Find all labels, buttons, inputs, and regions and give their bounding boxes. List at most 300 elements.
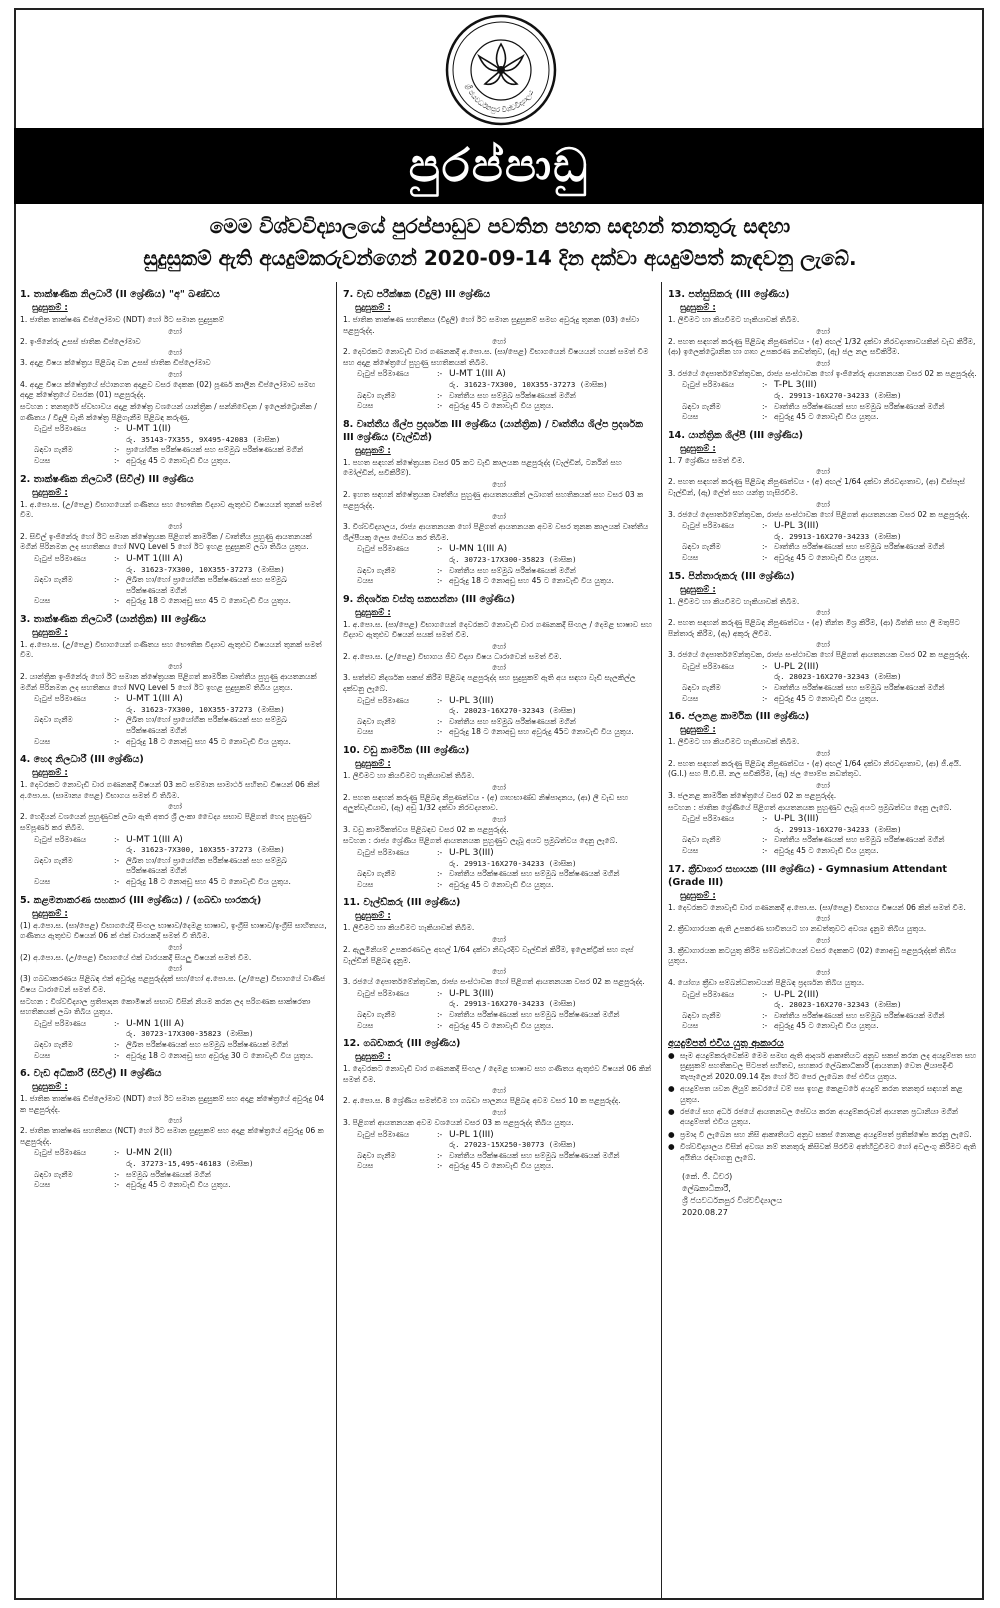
qualification-text: 1. ජාතික තාක්ෂණ ඩිප්ලෝමාව (NDT) හෝ ඊට සමාන සුදුසුකම් සහ අදාළ ක්ෂේත්‍රයේ අවුරුදු 04 ක පළපුරුද්ද. xyxy=(20,1094,325,1114)
salary-code-row xyxy=(343,369,655,380)
salary-scale-row xyxy=(343,555,655,566)
separator xyxy=(114,845,126,856)
or-separator: හෝ xyxy=(816,499,830,509)
qualifications-label: සුදුසුකම් : xyxy=(355,303,391,313)
salary-scale: රු. 28023-16X270-32343 (මාසික) xyxy=(774,672,902,682)
vacancy-section xyxy=(343,288,655,412)
separator: :- xyxy=(114,1050,120,1060)
age-limit: අවුරුදු 45 ට නොවැඩි විය යුතුය. xyxy=(774,552,879,562)
vacancy-title: 15. පින්තාරුකරු (III ශ්‍රේණිය) xyxy=(668,570,795,582)
salary-scale-spacer xyxy=(682,532,762,543)
or-separator: හෝ xyxy=(168,942,182,952)
salary-code-label: වැටුප් පරිමාණය xyxy=(357,848,410,857)
recruitment-row xyxy=(20,715,330,736)
salary-code-label: වැටුප් පරිමාණය xyxy=(357,1129,410,1139)
recruitment-label: බඳවා ගැනීම xyxy=(682,683,721,693)
or-separator: හෝ xyxy=(168,802,182,812)
bullet-icon: ● xyxy=(668,1142,675,1152)
age-row xyxy=(20,737,330,748)
separator: :- xyxy=(437,565,443,575)
qualification-text: 2. ඉහත සඳහන් ක්ෂේත්‍රයක වෘත්තීය පුහුණු ආයතනයකින් ලබාගත් සහතිකයක් සහ වසර 03 ක පළපුරුද්ද. xyxy=(343,489,644,510)
salary-code: U-MT 1(III A) xyxy=(126,693,183,705)
salary-code: U-MN 2(II) xyxy=(126,1147,173,1159)
separator: :- xyxy=(114,694,120,704)
qualification-text: 2. පහත සඳහන් කරුණු පිළිබඳ නිපුණත්වය - (අ) ගෘහභාණ්ඩ නිෂ්පාදනය, (ආ) ලී වැඩ සහ අලුත්වැඩියාව, (ඇ) අඩු 1/32 දක්වා නිරවද්‍යතාව. xyxy=(343,792,629,813)
instruction-item xyxy=(668,1107,978,1128)
qualification-text: 3. සත්ත්ව නිදර්ශක සකස් කිරීම පිළිබඳ පළපුරුද්ද සහ සුදුසුකම් ඇති අය සඳහා වැඩි සැලකිල්ල දක්වනු ලැබේ. xyxy=(343,673,636,694)
salary-scale: රු. 29913-16X270-34233 (මාසික) xyxy=(449,999,577,1009)
age-row xyxy=(343,401,655,412)
qualifications-label: සුදුසුකම් : xyxy=(680,890,716,901)
age-limit: අවුරුදු 45 ට නොවැඩි විය යුතුය. xyxy=(449,1020,554,1030)
salary-scale: රු. 29913-16X270-34233 (මාසික) xyxy=(774,390,902,400)
separator xyxy=(437,380,449,391)
qualification-item xyxy=(343,793,655,814)
column-2 xyxy=(336,282,661,1600)
separator: :- xyxy=(762,542,768,552)
separator: :- xyxy=(437,1009,443,1019)
qualification-item xyxy=(668,337,978,358)
qualification-item xyxy=(668,737,978,748)
separator: :- xyxy=(762,521,768,531)
recruitment-label: බඳවා ගැනීම xyxy=(357,716,396,726)
instruction-text: රජයේ සහ අර්ධ රජයේ ආයතනවල සේවය කරන අයදුම්කරුවන් ආයතන ප්‍රධානියා මගින් අයදුම්පත් එවිය යුතුය. xyxy=(680,1106,959,1127)
salary-code: U-MT 1(III A) xyxy=(449,368,506,380)
qualifications-label: සුදුසුකම් : xyxy=(355,759,391,770)
qualification-text: 1. 7 ශ්‍රේණිය සමත් වීම. xyxy=(668,455,745,465)
salary-scale: රු. 31623-7X300, 10X355-37273 (මාසික) xyxy=(126,704,285,714)
salary-code: U-MN 1(III A) xyxy=(126,1017,185,1029)
salary-code-row xyxy=(20,694,330,705)
or-separator: හෝ xyxy=(492,814,506,824)
age-label: වයස xyxy=(357,1020,374,1030)
age-row xyxy=(668,846,978,857)
separator: :- xyxy=(114,876,120,886)
salary-scale-spacer xyxy=(682,672,762,683)
recruitment-label: බඳවා ගැනීම xyxy=(357,565,396,575)
qualifications-label: සුදුසුකම් : xyxy=(680,725,716,736)
qualification-item xyxy=(668,903,978,914)
separator: :- xyxy=(437,879,443,889)
qualifications-label: සුදුසුකම් : xyxy=(355,445,391,456)
vacancy-title: 2. තාක්ෂණික නිලධාරී (සිවිල්) III ශ්‍රේණිය xyxy=(20,473,194,485)
age-row xyxy=(20,1051,330,1062)
qualifications-label: සුදුසුකම් : xyxy=(680,443,716,454)
salary-code-label: වැටුප් පරිමාණය xyxy=(682,380,735,390)
salary-code-label: වැටුප් පරිමාණය xyxy=(34,834,87,844)
qualification-text: 3. අදාළ විෂය ක්ෂේත්‍රය පිළිබඳ වන උසස් ජාතික ඩිප්ලෝමාව xyxy=(20,358,211,368)
separator: :- xyxy=(437,727,443,737)
salary-scale-row xyxy=(20,705,330,716)
qualifications-label: සුදුසුකම් : xyxy=(355,607,391,618)
or-separator: හෝ xyxy=(816,748,830,758)
qualification-item xyxy=(668,315,978,326)
separator xyxy=(762,825,774,836)
qualification-item xyxy=(668,597,978,608)
qualification-text: 3. රජයේ දෙපාර්තමේන්තුවක, රාජ්‍ය සංස්ථාවක හෝ ඉංජිනේරු ආයතනයක වසර 02 ක පළපුරුද්ද. xyxy=(668,368,977,378)
age-row xyxy=(343,1021,655,1032)
qualification-item xyxy=(343,977,655,988)
recruitment-row xyxy=(343,869,655,880)
or-separator: හෝ xyxy=(168,521,182,531)
age-label: වයස xyxy=(34,455,51,465)
separator: :- xyxy=(762,552,768,562)
qualification-text: 1. අ.පො.ස. (උ/පෙළ) විභාගයෙන් ගණිතය සහ භෞතික විද්‍යාව ඇතුළුව විෂයයන් තුනක් සමත් වීම. xyxy=(20,499,322,520)
section-note: සටහන : විශ්වවිද්‍යාල ප්‍රතිපාදන කොමිෂන් සභාව විසින් නියම කරන ලද පරිගණක සාක්ෂරතා සහතිකයක් ලබා තිබිය යුතුය. xyxy=(20,996,311,1017)
signatory-org: ශ්‍රී ජයවර්ධනපුර විශ්වවිද්‍යාලය xyxy=(682,1196,783,1205)
recruitment-method: වෘත්තීය පරීක්ෂණයක් සහ සම්මුඛ පරීක්ෂණයක් මගින් xyxy=(774,683,945,693)
vacancy-section xyxy=(668,863,978,1032)
qualification-text: 1. පහත සඳහන් ක්ෂේත්‍රයක වසර 05 කට වැඩි කාලයක පළපුරුද්ද (වෑල්ඩින්, ටර්නින් සහ මෝල්ඩින්, සවිකිරීම්). xyxy=(343,457,622,478)
qualification-text: 2. අ.පො.ස. 8 ශ්‍රේණිය සමත්වීම හා ගබඩා පාලනය පිළිබඳ අවම වසර 10 ක පළපුරුද්ද. xyxy=(343,1096,621,1106)
salary-scale-row xyxy=(668,1000,978,1011)
qualification-item xyxy=(668,369,978,380)
separator: :- xyxy=(437,869,443,879)
separator: :- xyxy=(762,1010,768,1020)
age-limit: අවුරුදු 18 ට නොඅඩු සහ 45 ට නොවැඩි විය යුතුය. xyxy=(449,576,614,586)
separator: :- xyxy=(437,988,443,998)
general-instructions xyxy=(668,1051,978,1163)
vacancy-title: 3. තාක්ෂණික නිලධාරී (යාන්ත්‍රික) III ශ්‍රේණිය xyxy=(20,613,206,625)
instruction-item xyxy=(668,1142,978,1163)
salary-code: U-PL 3(III) xyxy=(449,694,494,706)
separator xyxy=(437,1140,449,1151)
qualification-text: 3. පිළිගත් ආයතනයක අවම වශයෙන් වසර 03 ක පළපුරුද්ද තිබිය යුතුය. xyxy=(343,1117,574,1127)
separator: :- xyxy=(762,835,768,845)
separator xyxy=(114,705,126,716)
separator: :- xyxy=(437,1020,443,1030)
salary-scale: රු. 31623-7X300, 10X355-37273 (මාසික) xyxy=(126,845,285,855)
vacancy-title: 1. තාක්ෂණික නිලධාරී (II ශ්‍රේණිය) "අ" ඛණ්ඩය xyxy=(20,289,220,300)
qualification-text: 3. රජයේ දෙපාර්තමේන්තුවක, රාජ්‍ය සංස්ථාවක හෝ පිළිගත් ආයතනයක වසර 02 ක පළපුරුද්ද. xyxy=(668,650,970,660)
recruitment-label: බඳවා ගැනීම xyxy=(34,445,73,455)
qualification-text: (1) අ.පො.ස. (සා/පෙළ) විභාගයේදී සිංහල භාෂාව/දෙමළ භාෂාව, ඉංග්‍රීසි භාෂාව/ඉංග්‍රීසි සාහිත්‍යය, ගණිතය ඇතුළුව විෂයන් 06 ක් එක් වාරයකදී සමත් වී තිබීම. xyxy=(20,920,327,941)
separator: :- xyxy=(114,596,120,606)
salary-scale-row xyxy=(343,859,655,870)
age-label: වයස xyxy=(34,1050,51,1060)
vacancy-title: 9. නිදර්ශක වස්තු සකසන්නා (III ශ්‍රේණිය) xyxy=(343,593,515,605)
section-note: සටහන : ජාතික ශ්‍රේණියේ පිළිගත් ආයතනයක පුහුණුව ලැබූ අයට ප්‍රමුඛත්වය දෙනු ලැබේ. xyxy=(668,802,952,812)
qualification-item xyxy=(343,923,655,934)
salary-scale: රු. 35143-7X355, 9X495-42083 (මාසික) xyxy=(126,434,281,444)
qualification-item xyxy=(668,477,978,498)
or-separator: හෝ xyxy=(816,781,830,791)
recruitment-method: වෘත්තීය පරීක්ෂණයක් සහ සම්මුඛ පරීක්ෂණයක් මගින් xyxy=(449,1150,620,1160)
qualification-text: 3. ජලනළ කාර්මික ක්ෂේත්‍රයේ වසර 02 ක පළපුරුද්ද. xyxy=(668,791,837,801)
salary-code-label: වැටුප් පරිමාණය xyxy=(34,1148,87,1158)
separator: :- xyxy=(114,553,120,563)
qualification-text: 1. දෙවරකට නොවැඩි වාර ගණනකදී විෂයන් 03 කට සම්මාන සාමාර්ථ සහිතව විෂයන් 06 කින් අ.පො.ස. (සාමාන්‍ය පෙළ) විභාගය සමත් වී තිබීම. xyxy=(20,780,320,800)
vacancy-title: 12. ගබඩාකරු (III ශ්‍රේණිය) xyxy=(343,1038,461,1050)
university-seal xyxy=(445,14,557,126)
qualification-item xyxy=(20,1126,330,1147)
salary-code-label: වැටුප් පරිමාණය xyxy=(357,695,410,705)
bullet-icon: ● xyxy=(668,1050,675,1060)
salary-scale-spacer xyxy=(357,859,437,870)
age-label: වයස xyxy=(34,1180,51,1190)
qualification-item xyxy=(20,358,330,369)
salary-scale: රු. 27023-15X250-30773 (මාසික) xyxy=(449,1140,577,1150)
qualification-text: 2. පහත සඳහන් කරුණු පිළිබඳ නිපුණත්වය - (අ) අඟල් 1/64 දක්වා නිරවද්‍යතාව, (ආ) ඩිස්පෑස් වෑල්ඩින්, (ඇ) ලේත් සහ යන්ත්‍ර හැසිරවීම. xyxy=(668,477,965,497)
qualification-item xyxy=(668,924,978,935)
separator: :- xyxy=(437,1161,443,1171)
qualification-item xyxy=(20,640,330,661)
qualification-text: 2. ජාතික තාක්ෂණ සහතිකය (NCT) හෝ ඊට සමාන සුදුසුකම් සහ අදාළ ක්ෂේත්‍රයේ අවුරුදු 06 ක පළපුරුද්ද. xyxy=(20,1126,324,1146)
or-separator: හෝ xyxy=(492,782,506,792)
qualification-item xyxy=(343,1118,655,1129)
salary-scale-spacer xyxy=(357,555,437,566)
qualification-text: 2. අ.පො.ස. (උ/පෙළ) විභාගය ජීව විද්‍යා විෂය ධාරාවෙන් සමත් වීම. xyxy=(343,651,562,661)
qualification-item xyxy=(20,953,330,964)
qualifications-label: සුදුසුකම් : xyxy=(32,487,68,498)
salary-code: U-MT 1(II) xyxy=(126,423,171,435)
salary-code-row xyxy=(343,848,655,859)
salary-scale-row xyxy=(668,391,978,402)
recruitment-method: වෘත්තීය පරීක්ෂණයක් සහ සම්මුඛ පරීක්ෂණයක් මගින් xyxy=(774,835,945,845)
or-separator: හෝ xyxy=(492,663,506,673)
age-row xyxy=(668,412,978,423)
intro-text xyxy=(20,210,980,274)
age-label: වයස xyxy=(682,412,699,422)
qualification-item xyxy=(343,490,655,511)
qualification-text: (2) අ.පො.ස. (උ/පෙළ) විභාගයේ එක් වාරයකදී සියලු විෂයන් සමත් වීම. xyxy=(20,952,252,962)
qualification-item xyxy=(343,347,655,368)
age-limit: අවුරුදු 45 ට නොවැඩි විය යුතුය. xyxy=(774,1021,879,1031)
recruitment-method: වෘත්තීය පරීක්ෂණයක් සහ සම්මුඛ පරීක්ෂණයක් මගින් xyxy=(774,1010,945,1020)
salary-code: U-PL 2(III) xyxy=(774,660,819,672)
age-limit: අවුරුදු 45 ට නොවැඩි විය යුතුය. xyxy=(449,401,554,411)
qualification-text: 2. ක්‍රීඩාගාරයක ඇති උපකරණ භාවිතයට හා නඩත්තුවට අවශ්‍ය දැනුම තිබිය යුතුය. xyxy=(668,924,927,934)
salary-code-row xyxy=(668,814,978,825)
intro-line-1: මෙම විශ්වවිද්‍යාලයේ පුරප්පාඩුව පවතින පහත සඳහන් තනතුරු සඳහා xyxy=(209,214,791,238)
separator: :- xyxy=(437,1150,443,1160)
recruitment-row xyxy=(343,566,655,577)
qualification-text: 1. ලිවීමට හා කියවීමට හැකියාවක් තිබීම. xyxy=(668,596,800,606)
recruitment-method: ලිඛිත පරීක්ෂණයක් සහ සම්මුඛ පරීක්ෂණයක් මගින් xyxy=(126,1039,289,1049)
bullet-icon: ● xyxy=(668,1129,675,1139)
salary-scale: රු. 30723-17X300-35823 (මාසික) xyxy=(126,1029,254,1039)
qualification-text: 3. විශ්වවිද්‍යාලය, රාජ්‍ය ආයතනයක හෝ පිළිගත් ආයතනයක අවම වසර තුනක කාලයක් වෘත්තීය ශිල්පීයකු ලෙස සේවය කර තිබීම. xyxy=(343,522,649,542)
salary-scale-spacer xyxy=(357,706,437,717)
general-instructions-title: අයදුම්පත් එවිය යුතු ආකාරය xyxy=(668,1037,784,1049)
salary-code-label: වැටුප් පරිමාණය xyxy=(34,694,87,704)
recruitment-method: වෘත්තීය සහ සම්මුඛ පරීක්ෂණයක් මගින් xyxy=(449,716,576,726)
salary-code: U-MT 1(III A) xyxy=(126,552,183,564)
salary-scale-row xyxy=(343,999,655,1010)
recruitment-method: සම්මුඛ පරීක්ෂණයක් මගින් xyxy=(126,1169,211,1179)
vacancy-section xyxy=(343,418,655,587)
qualification-item xyxy=(343,673,655,694)
recruitment-row xyxy=(668,683,978,694)
qualification-text: 1. ලිවීමට හා කියවීමට හැකියාවක් තිබීම. xyxy=(668,737,800,747)
recruitment-label: බඳවා ගැනීම xyxy=(357,869,396,879)
age-row xyxy=(668,553,978,564)
salary-code: U-PL 3(III) xyxy=(774,520,819,532)
qualification-text: (3) ගබඩාකරණය පිළිබඳ එක් අවුරුදු පළපුරුද්දක් සහ/හෝ අ.පො.ස. (උ/පෙළ) විභාගයේ වාණිජ විෂය ධාරාවෙන් සමත් වීම. xyxy=(20,974,326,994)
or-separator: හෝ xyxy=(492,479,506,489)
qualification-item xyxy=(343,771,655,782)
recruitment-row xyxy=(343,1010,655,1021)
separator: :- xyxy=(437,544,443,554)
qualification-text: 1. ලිවීමට හා කියවීමට හැකියාවක් තිබීම. xyxy=(343,923,475,933)
bullet-icon: ● xyxy=(668,1106,675,1116)
or-separator: හෝ xyxy=(492,641,506,651)
salary-code: T-PL 3(III) xyxy=(774,379,817,391)
qualification-text: 2. හෙදියන් වශයෙන් පුහුණුවක් ලබා ඇති අතර ශ්‍රී ලංකා වෛද්‍ය සභාව පිළිගත් හෙද පුහුණුව සම්පූර්ණ කර තිබීම. xyxy=(20,812,312,832)
qualifications-label: සුදුසුකම් : xyxy=(355,1052,391,1063)
intro-line-2: සුදුසුකම් ඇති අයදුම්කරුවන්ගෙන් 2020-09-14 දින දක්වා අයදුම්පත් කැඳවනු ලැබේ. xyxy=(143,246,857,270)
age-row xyxy=(668,1021,978,1032)
recruitment-label: බඳවා ගැනීම xyxy=(357,1150,396,1160)
salary-scale-row xyxy=(343,1140,655,1151)
age-label: වයස xyxy=(682,552,699,562)
vacancy-section xyxy=(668,570,978,705)
salary-code: U-PL 3(III) xyxy=(449,987,494,999)
age-row xyxy=(343,1161,655,1172)
separator: :- xyxy=(114,575,120,585)
or-separator: හෝ xyxy=(168,662,182,672)
salary-scale-row xyxy=(668,532,978,543)
salary-scale: රු. 29913-16X270-34233 (මාසික) xyxy=(449,858,577,868)
qualification-item xyxy=(343,522,655,543)
salary-scale-row xyxy=(20,845,330,856)
qualification-item xyxy=(20,672,330,693)
vacancy-title: 7. වැඩ පරීක්ෂක (විදුලි) III ශ්‍රේණිය xyxy=(343,289,491,300)
qualification-item xyxy=(20,500,330,521)
recruitment-label: බඳවා ගැනීම xyxy=(682,542,721,552)
recruitment-method: වෘත්තීය පරීක්ෂණයක් සහ සම්මුඛ පරීක්ෂණයක් මගින් xyxy=(449,1009,620,1019)
vacancy-title: 13. පත්සුසිකරු (III ශ්‍රේණිය) xyxy=(668,289,790,300)
vacancy-section xyxy=(20,473,330,607)
or-separator: හෝ xyxy=(492,934,506,944)
recruitment-row xyxy=(20,856,330,877)
qualification-text: 2. යාන්ත්‍රික ඉංජිනේරු හෝ ඊට සමාන ක්ෂේත්‍රයක පිළිගත් කාර්මික වෘත්තීය පුහුණු ආයතනයක් මගින් පිරිනමන ලද සහතිකය හෝ NVQ Level 5 හෝ ඊට ඉහළ සුදුසුකම් තිබිය යුතුය. xyxy=(20,672,317,692)
separator: :- xyxy=(437,369,443,379)
separator: :- xyxy=(762,693,768,703)
separator xyxy=(437,555,449,566)
recruitment-label: බඳවා ගැනීම xyxy=(682,1010,721,1020)
age-row xyxy=(343,727,655,738)
or-separator: හෝ xyxy=(816,935,830,945)
salary-code-label: වැටුප් පරිමාණය xyxy=(682,661,735,671)
salary-scale-spacer xyxy=(34,705,114,716)
salary-scale-row xyxy=(343,380,655,391)
recruitment-row xyxy=(668,1011,978,1022)
instruction-text: විශ්වවිද්‍යාලය විසින් අවශ්‍ය නම් තනතුරු කිසිවක් පිරවීම අත්හිටුවීමට හෝ අවලංගු කිරීමට ඇති අයිතිය රඳවාගනු ලැබේ. xyxy=(680,1142,977,1162)
qualification-text: 3. රජයේ දෙපාර්තමේන්තුවක, රාජ්‍ය සංස්ථාවක හෝ පිළිගත් ආයතනයක වසර 02 ක පළපුරුද්ද. xyxy=(668,509,970,519)
separator: :- xyxy=(762,989,768,999)
age-row xyxy=(343,880,655,891)
qualification-text: 3. වඩු කාර්මිකත්වය පිළිබඳව වසර 02 ක පළපුරුද්ද. xyxy=(343,824,509,834)
salary-scale-row xyxy=(668,825,978,836)
separator xyxy=(762,391,774,402)
vacancy-section xyxy=(20,613,330,747)
separator: :- xyxy=(437,1129,443,1139)
qualification-text: 2. දෙවරකට නොවැඩි වාර ගණනකදී අ.පො.ස. (සා/පෙළ) විභාගයෙන් විෂයයන් හයක් සමත් වීම සහ අදාළ ක්ෂේත්‍රයේ පුහුණු සහතිකයක් තිබීම. xyxy=(343,347,649,367)
vacancy-title: 5. කළමනාකරණ සහකාර (III ශ්‍රේණිය) / (ගබඩා භාරකරු) xyxy=(20,894,262,906)
separator: :- xyxy=(114,445,120,455)
instruction-text: අයදුම්පත යවන ලියුම් කවරයේ වම් පස ඉහළ කෙළවරේ අයදුම් කරන තනතුර සඳහන් කළ යුතුය. xyxy=(680,1084,963,1104)
qualification-text: 4. අදාළ විෂය ක්ෂේත්‍රයේ ස්ථානගත අදාළව වසර දෙකක (02) පූර්ණ කාලීන ඩිප්ලෝමාව සමඟ අදාළ ක්ෂේත්‍රයේ වසරක (01) පළපුරුද්ද. xyxy=(20,379,316,400)
separator: :- xyxy=(437,716,443,726)
qualification-item xyxy=(20,337,330,348)
qualification-item xyxy=(20,780,330,801)
column-1 xyxy=(14,282,336,1600)
qualification-item xyxy=(343,652,655,663)
qualification-item xyxy=(343,945,655,966)
vacancy-title: 14. යාන්ත්‍රික ශිල්පී (III ශ්‍රේණිය) xyxy=(668,429,803,441)
separator xyxy=(437,859,449,870)
vacancy-section xyxy=(343,593,655,738)
separator: :- xyxy=(114,715,120,725)
age-row xyxy=(343,576,655,587)
vacancy-title: 6. වැඩ අධිකාරී (සිවිල්) II ශ්‍රේණිය xyxy=(20,1068,162,1080)
qualification-item xyxy=(668,510,978,521)
qualification-text: 1. ලිවීමට හා කියවීමට හැකියාවක් තිබීම. xyxy=(668,315,800,324)
age-limit: අවුරුදු 45 ට නොවැඩි විය යුතුය. xyxy=(449,1161,554,1171)
age-label: වයස xyxy=(682,846,699,855)
qualifications-label: සුදුසුකම් : xyxy=(32,1082,68,1093)
age-label: වයස xyxy=(357,1161,374,1171)
salary-scale: රු. 29913-16X270-34233 (මාසික) xyxy=(774,824,902,834)
qualification-text: 3. ක්‍රීඩාගාරයක කටයුතු කිරීම සම්බන්ධයෙන් වසර දෙකකට (02) නොඅඩු පළපුරුද්දක් තිබිය යුතුය. xyxy=(668,945,957,966)
recruitment-row xyxy=(343,717,655,728)
separator: :- xyxy=(762,661,768,671)
age-label: වයස xyxy=(682,693,699,703)
recruitment-method: ලිඛිත හා/හෝ ප්‍රායෝගික පරීක්ෂණයක් සහ සම්මුඛ පරීක්ෂණයක් මගින් xyxy=(126,855,287,876)
separator xyxy=(437,706,449,717)
qualification-text: 1. දෙවරකට නොවැඩි වාර ගණනකදී අ.පො.ස. (සා/පෙළ) විභාගය විෂයන් 06 කින් සමත් වීම. xyxy=(668,902,966,912)
separator: :- xyxy=(114,1039,120,1049)
recruitment-label: බඳවා ගැනීම xyxy=(34,575,73,585)
separator: :- xyxy=(437,695,443,705)
recruitment-row xyxy=(668,402,978,413)
recruitment-row xyxy=(343,391,655,402)
recruitment-method: වෘත්තීය පරීක්ෂණයක් සහ සම්මුඛ පරීක්ෂණයක් මගින් xyxy=(774,401,945,411)
separator: :- xyxy=(762,683,768,693)
qualification-item xyxy=(20,921,330,942)
qualification-text: 2. පහත සඳහන් කරුණු පිළිබඳ නිපුණත්වය - (අ) තීන්ත මිශ්‍ර කිරීම, (ආ) බිත්ති සහ ලී මතුපිට පින්තාරු කිරීම, (ඇ) අකුරු ලිවීම. xyxy=(668,618,960,638)
salary-code-row xyxy=(20,554,330,565)
vacancy-title: 17. ක්‍රීඩාගාර සහායක (III ශ්‍රේණිය) - Gymnasium Attendant (Grade III) xyxy=(668,863,948,888)
qualification-item xyxy=(668,650,978,661)
age-row xyxy=(20,456,330,467)
or-separator: හෝ xyxy=(168,348,182,358)
age-row xyxy=(20,596,330,607)
salary-scale-spacer xyxy=(34,435,114,446)
vacancy-title: 10. වඩු කාර්මික (III ශ්‍රේණිය) xyxy=(343,745,470,757)
or-separator: හෝ xyxy=(492,967,506,977)
separator: :- xyxy=(437,401,443,411)
signatory-role: ලේඛකාධිකාරී, xyxy=(682,1184,731,1193)
salary-scale-spacer xyxy=(682,825,762,836)
salary-code-label: වැටුප් පරිමාණය xyxy=(34,1018,87,1028)
or-separator: හෝ xyxy=(492,337,506,347)
or-separator: හෝ xyxy=(492,1107,506,1117)
age-limit: අවුරුදු 18 ට නොඅඩු සහ අවුරුදු 45ට නොවැඩි විය යුතුය. xyxy=(449,727,634,737)
separator: :- xyxy=(762,380,768,390)
salary-code-label: වැටුප් පරිමාණය xyxy=(34,424,87,434)
qualifications-label: සුදුසුකම් : xyxy=(32,627,68,638)
separator: :- xyxy=(762,814,768,824)
qualification-text: 4. යෝග්‍ය ක්‍රීඩා සම්බන්ධතාවයන් පිළිබඳ ප්‍රදර්ශන තිබිය යුතුය. xyxy=(668,977,865,987)
recruitment-method: ලිඛිත හා/හෝ ප්‍රායෝගික පරීක්ෂණයක් සහ සම්මුඛ පරීක්ෂණයක් මගින් xyxy=(126,575,287,595)
separator xyxy=(114,1159,126,1170)
recruitment-row xyxy=(20,1170,330,1181)
section-note: සටහන : රාජ්‍ය ශ්‍රේණිය පිළිගත් ආයතනයක පුහුණුව ලැබූ අයට ප්‍රමුඛත්වය දෙනු ලැබේ. xyxy=(343,836,618,846)
qualification-item xyxy=(343,315,655,336)
recruitment-label: බඳවා ගැනීම xyxy=(34,715,73,725)
